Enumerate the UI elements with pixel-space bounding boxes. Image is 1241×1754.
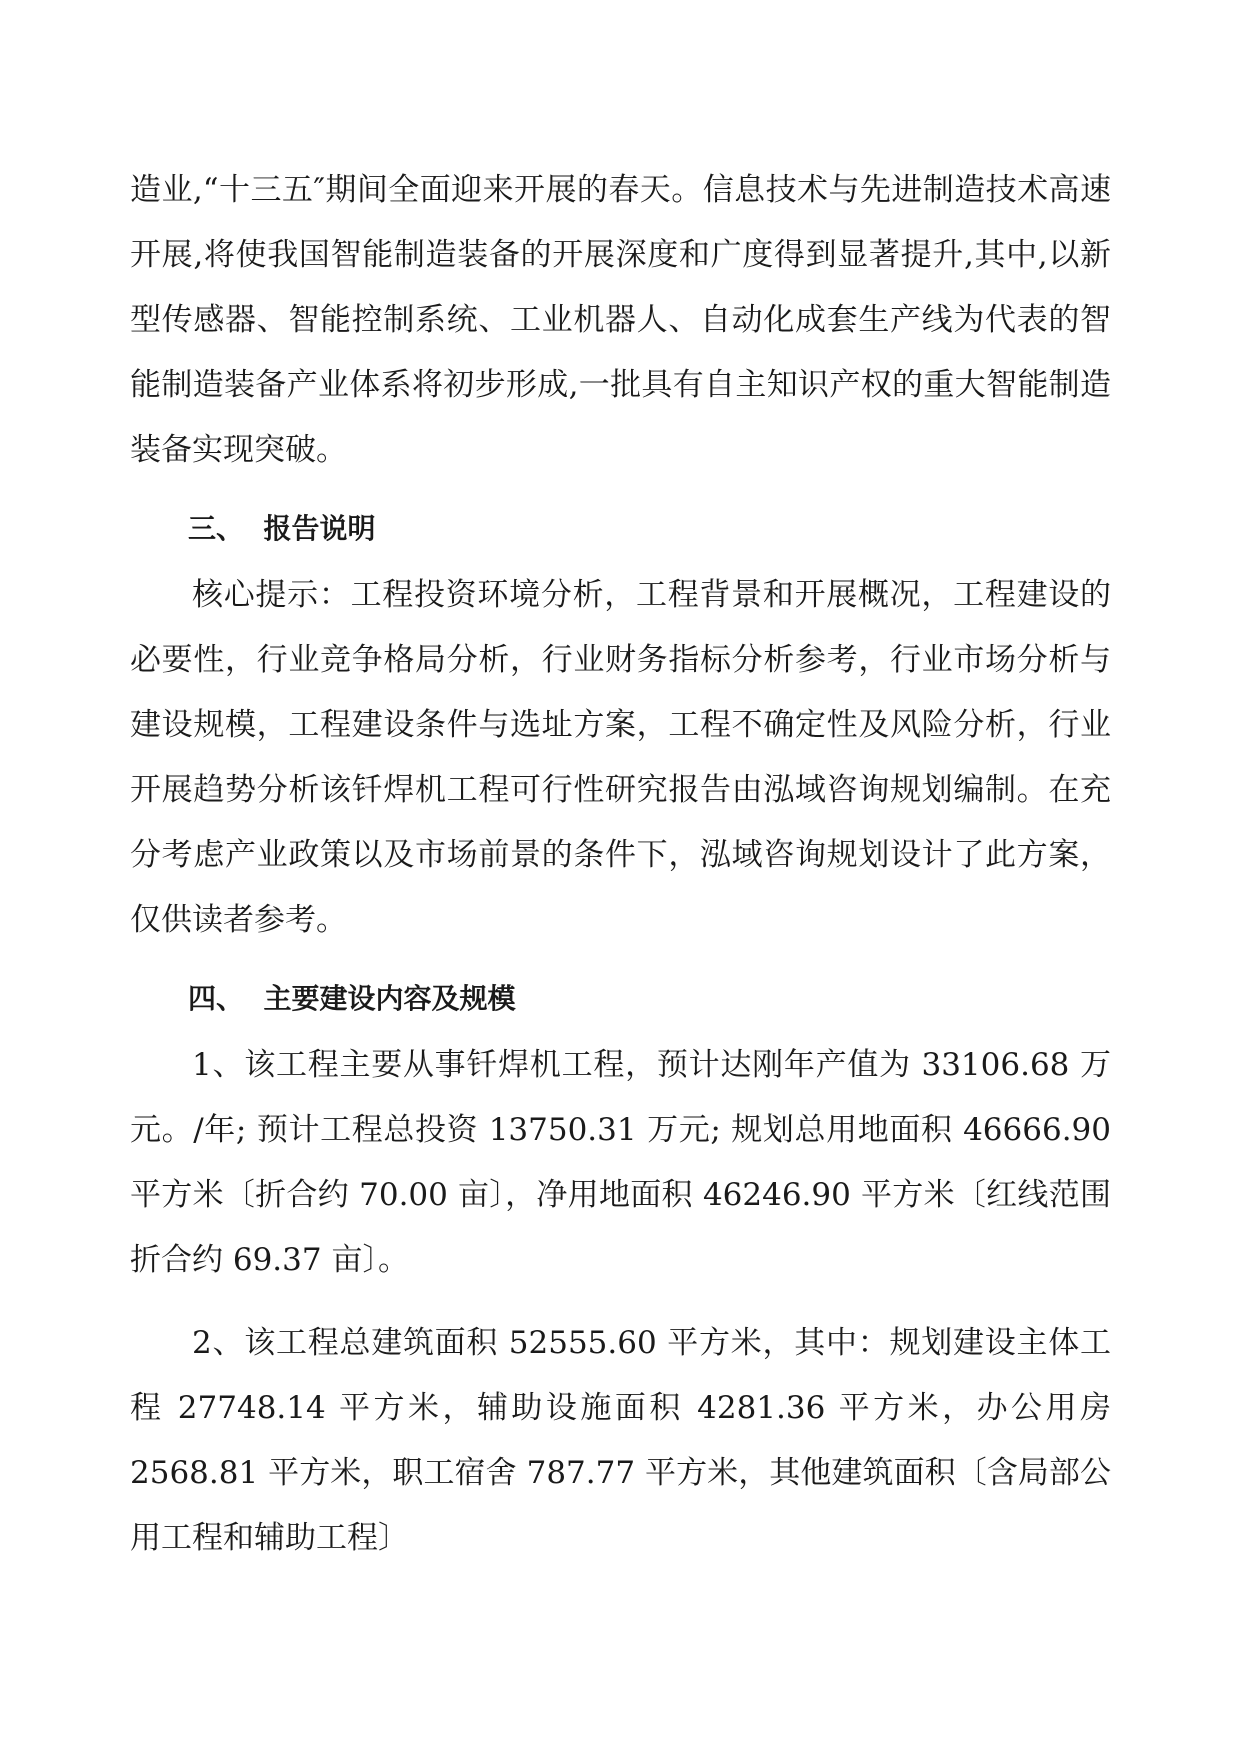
section-3-heading: 三、 报告说明: [188, 512, 376, 545]
section-4-item-2: 2、该工程总建筑面积 52555.60 平方米，其中：规划建设主体工程 27748.14 平方米，辅助设施面积 4281.36 平方米，办公用房 2568.81 平方米，职工宿舍 787.77 平方米，其他建筑面积〔含局部公用工程和辅助工程〕: [130, 1325, 1111, 1556]
section-4-item-1: 1、该工程主要从事钎焊机工程，预计达刚年产值为 33106.68 万元。/年; 预计工程总投资 13750.31 万元; 规划总用地面积 46666.90 平方米〔折合约 70.00 亩〕，净用地面积 46246.90 平方米〔红线范围折合约 69.37 亩〕。: [130, 1047, 1111, 1278]
section-4-heading: 四、 主要建设内容及规模: [188, 982, 516, 1015]
intro-paragraph: 造业,“十三五″期间全面迎来开展的春天。信息技术与先进制造技术高速开展,将使我国智能制造装备的开展深度和广度得到显著提升,其中,以新型传感器、智能控制系统、工业机器人、自动化成套生产线为代表的智能制造装备产业体系将初步形成,一批具有自主知识产权的重大智能制造装备实现突破。: [130, 172, 1111, 468]
section-3-paragraph: 核心提示：工程投资环境分析，工程背景和开展概况，工程建设的必要性，行业竞争格局分析，行业财务指标分析参考，行业市场分析与建设规模，工程建设条件与选址方案，工程不确定性及风险分析，行业开展趋势分析该钎焊机工程可行性研究报告由泓域咨询规划编制。在充分考虑产业政策以及市场前景的条件下，泓域咨询规划设计了此方案，仅供读者参考。: [130, 577, 1111, 938]
